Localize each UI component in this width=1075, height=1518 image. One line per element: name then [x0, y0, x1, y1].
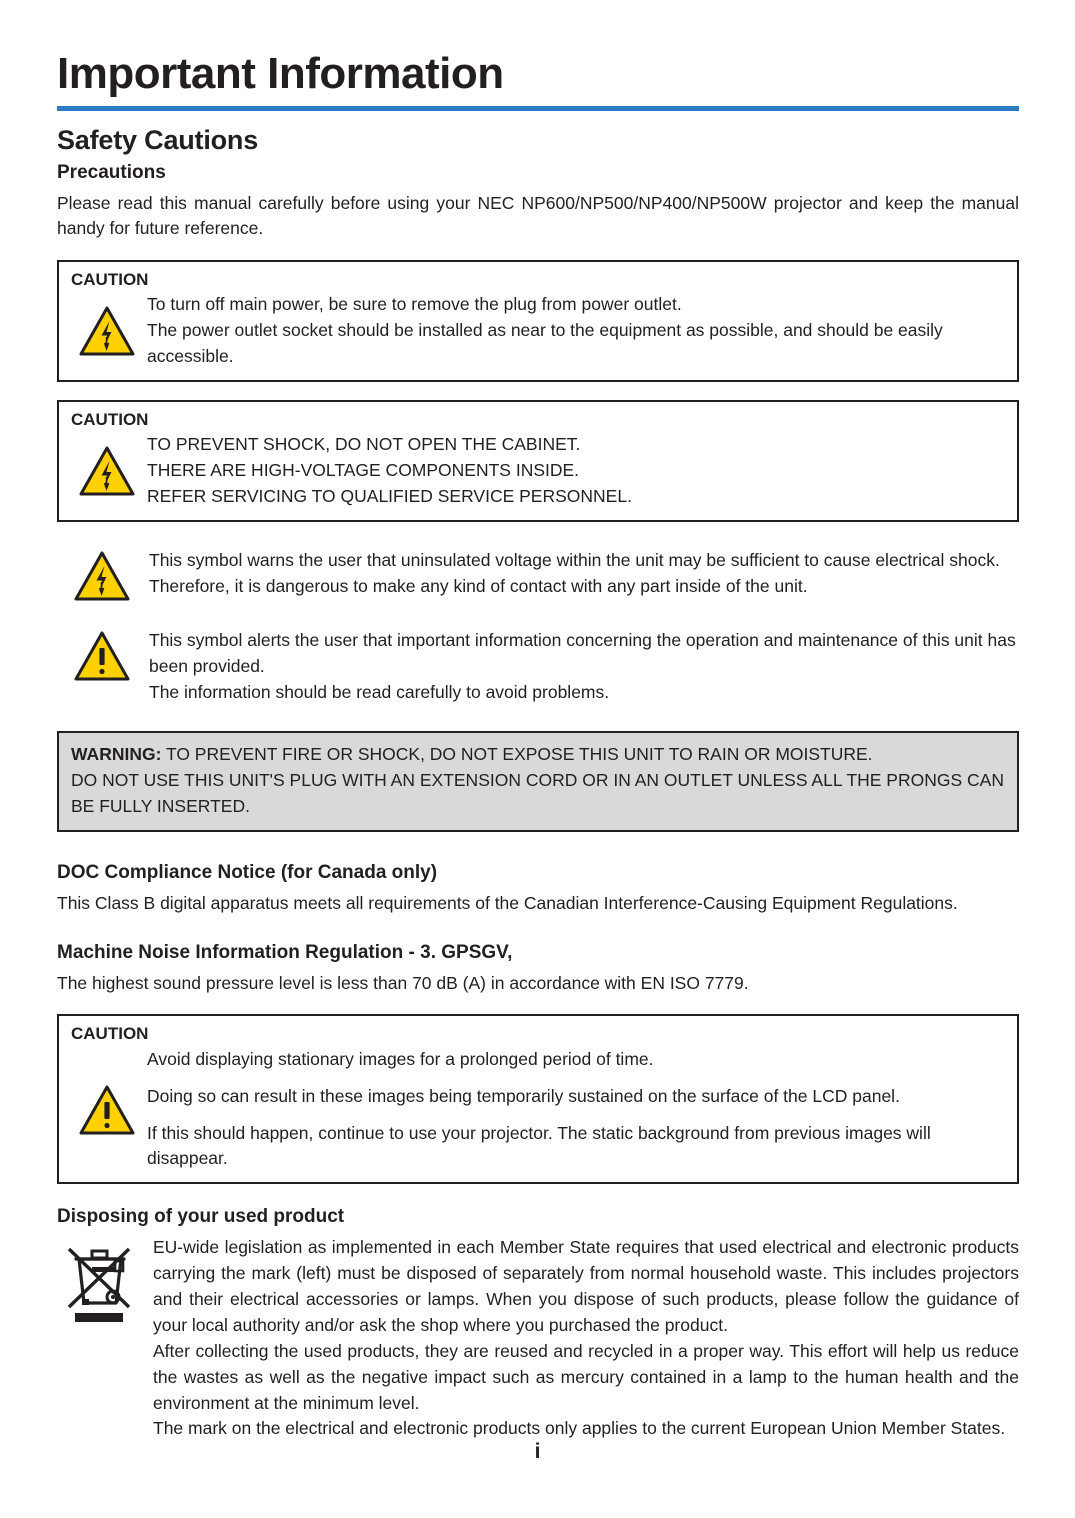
disposal-section	[57, 1235, 1019, 1442]
symbol-attention-paragraph-1: This symbol alerts the user that important information concerning the operation and maintenance of this unit has been provided.	[149, 629, 1016, 676]
page-number-footer: i	[534, 1440, 541, 1463]
page-content	[57, 49, 1019, 1442]
caution-box-shock	[57, 400, 1019, 522]
caution-power-line-1: To turn off main power, be sure to remove the plug from power outlet.	[147, 293, 682, 314]
subsection-heading-doc-compliance: DOC Compliance Notice (for Canada only)	[57, 862, 438, 884]
general-warning-icon	[71, 1084, 147, 1136]
disposal-paragraph-2: After collecting the used products, they are reused and recycled in a proper way. This effort will help us reduce the wastes as well as the negative impact such as mercury contained in a lamp to the human health and the environment at the minimum level.	[153, 1340, 1019, 1413]
electric-shock-hazard-icon	[71, 305, 147, 357]
warning-box	[57, 731, 1019, 832]
electric-shock-hazard-icon	[71, 445, 147, 497]
caution-shock-line-2: THERE ARE HIGH-VOLTAGE COMPONENTS INSIDE.	[147, 459, 580, 480]
symbol-attention-paragraph-2: The information should be read carefully to avoid problems.	[149, 681, 610, 702]
page-title: Important Information	[57, 49, 504, 98]
caution-shock-line-1: TO PREVENT SHOCK, DO NOT OPEN THE CABINET.	[147, 434, 581, 455]
disposal-paragraph-1: EU-wide legislation as implemented in each Member State requires that used electrical and electronic products carrying the mark (left) must be disposed of separately from normal household waste. This includes projectors and their electrical accessories or lamps. When you dispose of such products, please follow the guidance of your local authority and/or ask the shop where you purchased the product.	[153, 1237, 1019, 1335]
symbol-shock-paragraph: This symbol warns the user that uninsulated voltage within the unit may be sufficient to cause electrical shock. Therefore, it is dangerous to make any kind of contact with any part inside of the unit.	[149, 549, 1000, 596]
caution-box-stationary-images	[57, 1014, 1019, 1184]
subsection-heading-disposal: Disposing of your used product	[57, 1206, 345, 1228]
caution-box-power-label: CAUTION	[71, 269, 149, 289]
caution-box-power-lines	[147, 292, 1005, 370]
doc-compliance-paragraph: This Class B digital apparatus meets all requirements of the Canadian Interference-Causing Equipment Regulations.	[57, 892, 958, 913]
electric-shock-hazard-icon	[57, 548, 149, 602]
subsection-heading-precautions: Precautions	[57, 162, 166, 184]
caution-power-line-2: The power outlet socket should be installed as near to the equipment as possible, and should be easily accessible.	[147, 319, 943, 366]
warning-box-line-1	[71, 742, 1005, 768]
warning-box-line-2: DO NOT USE THIS UNIT'S PLUG WITH AN EXTENSION CORD OR IN AN OUTLET UNLESS ALL THE PRONGS CAN BE FULLY INSERTED.	[71, 770, 1004, 817]
section-heading-safety-cautions: Safety Cautions	[57, 125, 259, 155]
symbol-explanation-attention	[57, 628, 1019, 706]
caution-box-stationary-label: CAUTION	[71, 1024, 149, 1044]
caution-stationary-line-1: Avoid displaying stationary images for a prolonged period of time.	[147, 1048, 654, 1069]
crossed-out-wheelie-bin-icon	[57, 1235, 153, 1325]
disposal-paragraph-3: The mark on the electrical and electronic products only applies to the current European Union Member States.	[153, 1418, 1006, 1439]
caution-box-power-body	[71, 292, 1005, 370]
caution-box-shock-body	[71, 432, 1005, 510]
warning-box-lead: WARNING:	[71, 744, 162, 765]
caution-box-shock-label: CAUTION	[71, 409, 149, 429]
symbol-explanation-shock	[57, 548, 1019, 602]
title-accent-rule	[57, 106, 1019, 111]
caution-stationary-line-3: If this should happen, continue to use your projector. The static background from previous images will disappear.	[147, 1122, 931, 1169]
caution-box-stationary-lines	[147, 1047, 1005, 1173]
disposal-text	[153, 1235, 1019, 1442]
precautions-paragraph: Please read this manual carefully before using your NEC NP600/NP500/NP400/NP500W projector and keep the manual handy for future reference.	[57, 192, 1019, 239]
subsection-heading-machine-noise: Machine Noise Information Regulation - 3. GPSGV,	[57, 942, 513, 964]
general-warning-icon	[57, 628, 149, 682]
caution-stationary-line-2: Doing so can result in these images being temporarily sustained on the surface of the LCD panel.	[147, 1085, 900, 1106]
caution-shock-line-3: REFER SERVICING TO QUALIFIED SERVICE PERSONNEL.	[147, 485, 632, 506]
machine-noise-paragraph: The highest sound pressure level is less than 70 dB (A) in accordance with EN ISO 7779.	[57, 973, 749, 994]
caution-box-stationary-body	[71, 1047, 1005, 1173]
caution-box-power	[57, 260, 1019, 382]
caution-box-shock-lines	[147, 432, 1005, 510]
warning-box-lead-text: TO PREVENT FIRE OR SHOCK, DO NOT EXPOSE THIS UNIT TO RAIN OR MOISTURE.	[161, 744, 873, 765]
symbol-explanation-attention-text	[149, 628, 1019, 706]
symbol-explanation-shock-text	[149, 548, 1019, 600]
